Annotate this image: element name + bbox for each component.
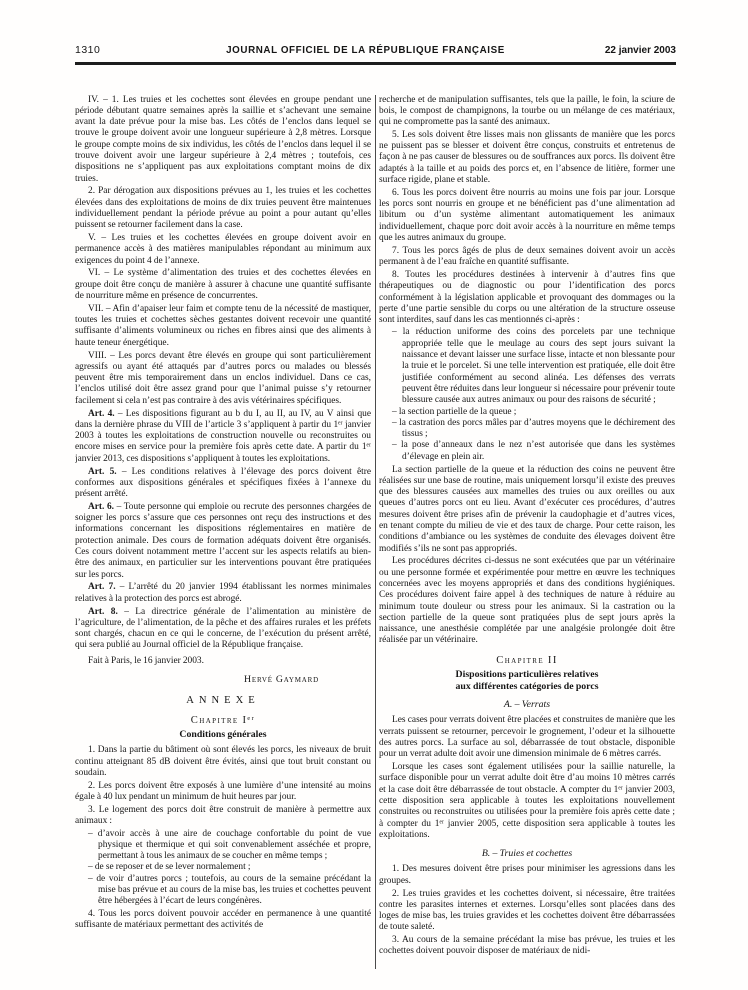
paragraph: 1. Dans la partie du bâtiment où sont élevés les porcs, les niveaux de bruit continu atteignant 85 dB doivent être évités, ainsi que tout bruit constant ou soudain. (75, 745, 371, 779)
paragraph: 8. Toutes les procédures destinées à intervenir à d’autres fins que thérapeutiques ou de diagnostic ou pour l’identification des porcs conformément à la législation applicable et provoquant des dommages ou la perte d’une partie sensible du corps ou une altération de la structure osseuse sont interdites, sauf dans les cas mentionnés ci-après : (379, 269, 675, 326)
header-rule (75, 62, 676, 65)
heading-line: aux différentes catégories de porcs (455, 680, 599, 692)
heading-italic: B. – Truies et cochettes (481, 848, 573, 860)
paragraph: Art. 8. – La directrice générale de l’alimentation au ministère de l’agriculture, de l’alimentation, de la pêche et des affaires rurales et les préfets sont chargés, chacun en ce qui le concerne, de l’exécution du présent arrêté, qui sera publié au Journal officiel de la République française. (75, 606, 371, 651)
paragraph: recherche et de manipulation suffisantes, tels que la paille, le foin, la sciure de bois, le compost de champignons, la tourbe ou un mélange de ces matériaux, qui ne compromette pas la santé des animaux. (379, 94, 675, 128)
journal-title: JOURNAL OFFICIEL DE LA RÉPUBLIQUE FRANÇAISE (226, 45, 505, 56)
signature-name: Hervé Gaymard (244, 674, 319, 686)
paragraph: Les procédures décrites ci-dessus ne sont exécutées que par un vétérinaire ou une personne formée et expérimentée pour mettre en œuvre les techniques concernées avec les moyens appropriés et dans des conditions hygiéniques. Ces procédures doivent faire appel à des techniques de nature à réduire au minimum toute douleur ou stress pour les animaux. Si la castration ou la section partielle de la queue sont pratiquées plus de sept jours après la naissance, une anesthésie complétée par une analgésie prolongée doit être réalisée par un vétérinaire. (379, 556, 675, 646)
dash-list-item: – la section partielle de la queue ; (392, 406, 517, 417)
heading-italic: A. – Verrats (503, 699, 551, 711)
paragraph: VI. – Le système d’alimentation des truies et des cochettes élevées en groupe doit être conçu de manière à assurer à chacune une quantité suffisante de nourriture même en présence de concurrentes. (75, 268, 371, 302)
paragraph: 4. Tous les porcs doivent pouvoir accéder en permanence à une quantité suffisante de matériaux permettant des activités de (75, 909, 371, 931)
paragraph: 3. Au cours de la semaine précédant la mise bas prévue, les truies et les cochettes doivent pouvoir disposer de matériaux de nidi- (379, 935, 675, 957)
article-label: Art. 5. (88, 466, 122, 477)
article-label: Art. 8. (88, 606, 125, 617)
paragraph: 2. Par dérogation aux dispositions prévues au 1, les truies et les cochettes élevées dans des exploitations de moins de dix truies peuvent être maintenues individuellement pendant la période prévue au point a pour autant qu’elles puissent se retourner facilement dans la case. (75, 186, 371, 231)
paragraph: 1. Des mesures doivent être prises pour minimiser les agressions dans les groupes. (379, 864, 675, 886)
heading-line: Dispositions particulières relatives (455, 669, 599, 681)
paragraph: V. – Les truies et les cochettes élevées en groupe doivent avoir en permanence accès à des matières manipulables répondant au minimum aux exigences du point 4 de l’annexe. (75, 233, 371, 266)
paragraph: VIII. – Les porcs devant être élevés en groupe qui sont particulièrement agressifs ou ayant été attaqués par d’autres porcs ou malades ou blessés peuvent être mis temporairement dans un enclos individuel. Dans ce cas, l’enclos utilisé doit être assez grand pour que l’animal puisse s’y retourner facilement si cela n’est pas contraire à des avis vétérinaires spécifiques. (75, 350, 371, 406)
paragraph: Lorsque les cases sont également utilisées pour la saillie naturelle, la surface disponible pour un verrat adulte doit être d’au moins 10 mètres carrés et la case doit être débarrassée de tout obstacle. A compter du 1ᵉʳ janvier 2003, cette disposition sera applicable à toutes les exploitations nouvellement construites ou reconstruites ou utilisées pour la première fois après cette date ; à compter du 1ᵉʳ janvier 2005, cette disposition sera applicable à toutes les exploitations. (379, 762, 675, 840)
paragraph: 6. Tous les porcs doivent être nourris au moins une fois par jour. Lorsque les porcs sont nourris en groupe et ne bénéficient pas d’une alimentation ad libitum ou d’un système alimentant automatiquement les animaux individuellement, chaque porc doit avoir accès à la nourriture en même temps que les autres animaux du groupe. (379, 187, 675, 244)
heading-bold (379, 669, 675, 692)
paragraph: 3. Le logement des porcs doit être construit de manière à permettre aux animaux : (75, 804, 371, 827)
dash-list-item: – de se reposer et de se lever normalement ; (88, 862, 251, 873)
paragraph: 7. Tous les porcs âgés de plus de deux semaines doivent avoir un accès permanent à de l’eau fraîche en quantité suffisante. (379, 245, 675, 268)
right-column (379, 93, 675, 975)
dash-list-item: – la réduction uniforme des coins des porcelets par une technique appropriée telle que le meulage au cours des sept jours suivant la naissance et devant laisser une surface lisse, intacte et non blessante pour la truie et le porcelet. Si une telle intervention est pratiquée, elle doit être justifiée conformément au second alinéa. Les défenses des verrats peuvent être réduites dans leur longueur si nécessaire pour prévenir toute blessure causée aux autres animaux ou pour des raisons de sécurité ; (392, 327, 675, 406)
paragraph: IV. – 1. Les truies et les cochettes sont élevées en groupe pendant une période débutant quatre semaines après la saillie et s’achevant une semaine avant la date prévue pour la mise bas. Les côtés de l’enclos dans lequel se trouve le groupe doivent avoir une longueur supérieure à 2,8 mètres. Lorsque le groupe compte moins de six individus, les côtés de l’enclos dans lequel il se trouve doivent avoir une largeur supérieure à 2,4 mètres ; toutefois, ces dispositions ne s’appliquent pas aux exploitations comptant moins de dix truies. (75, 94, 371, 184)
dash-list-item: – de voir d’autres porcs ; toutefois, au cours de la semaine précédant la mise bas prévue et au cours de la mise bas, les truies et cochettes peuvent être hébergées à l’écart de leurs congénères. (88, 873, 371, 907)
dash-list-item: – la pose d’anneaux dans le nez n’est autorisée que dans les systèmes d’élevage en plein air. (392, 440, 675, 462)
column-divider-rule (375, 95, 376, 969)
text-columns (75, 93, 676, 975)
dash-list (75, 829, 371, 908)
issue-date: 22 janvier 2003 (604, 45, 676, 56)
paragraph: 2. Les porcs doivent être exposés à une lumière d’une intensité au moins égale à 40 lux pendant un minimum de huit heures par jour. (75, 780, 371, 803)
paragraph: La section partielle de la queue et la réduction des coins ne peuvent être réalisées sur une base de routine, mais uniquement lorsqu’il existe des preuves que des blessures causées aux mamelles des truies ou aux oreilles ou aux queues d’autres porcs ont eu lieu. Avant d’exécuter ces procédures, d’autres mesures doivent être prises afin de prévenir la caudophagie et d’autres vices, en tenant compte du milieu de vie et des taux de charge. Pour cette raison, les conditions d’ambiance ou les systèmes de conduite des élevages doivent être modifiés s’ils ne sont pas appropriés. (379, 464, 675, 554)
article-label: Art. 7. (88, 582, 120, 593)
dash-list-item: – d’avoir accès à une aire de couchage confortable du point de vue physique et thermique et qui soit convenablement asséchée et propre, permettant à tous les animaux de se coucher en même temps ; (88, 828, 371, 862)
heading-chapitre: Chapitre II (496, 654, 558, 666)
heading-annexe: ANNEXE (186, 695, 260, 707)
page-header (75, 44, 676, 56)
paragraph: Les cases pour verrats doivent être placées et construites de manière que les verrats puissent se retourner, percevoir le grognement, l’odeur et la silhouette des autres porcs. La surface au sol, débarrassée de tout obstacle, disponible pour un verrat adulte doit avoir une dimension minimale de 6 mètres carrés. (379, 715, 675, 760)
left-column (75, 93, 371, 975)
paragraph: Art. 7. – L’arrêté du 20 janvier 1994 établissant les normes minimales relatives à la protection des porcs est abrogé. (75, 582, 371, 604)
paragraph: Art. 6. – Toute personne qui emploie ou recrute des personnes chargées de soigner les porcs s’assure que ces personnes ont reçu des instructions et des informations concernant les dispositions réglementaires en matière de protection animale. Des cours de formation adéquats doivent être organisés. Ces cours doivent notamment mettre l’accent sur les aspects relatifs au bien-être des animaux, en particulier sur les interventions pouvant être pratiquées sur les porcs. (75, 501, 371, 580)
dash-list-item: – la castration des porcs mâles par d’autres moyens que le déchirement des tissus ; (392, 417, 675, 440)
article-label: Art. 4. (88, 408, 118, 419)
dash-list (379, 327, 675, 463)
article-label: Art. 6. (88, 501, 117, 512)
paragraph: Art. 4. – Les dispositions figurant au b du I, au II, au IV, au V ainsi que dans la dernière phrase du VIII de l’article 3 s’appliquent à partir du 1ᵉʳ janvier 2003 à toutes les exploitations de construction nouvelle ou reconstruites ou encore mises en service pour la première fois après cette date. A partir du 1ᵉʳ janvier 2013, ces dispositions s’appliquent à toutes les exploitations. (75, 408, 371, 464)
page-number: 1310 (75, 44, 101, 56)
paragraph: 2. Les truies gravides et les cochettes doivent, si nécessaire, être traitées contre les parasites internes et externes. Lorsqu’elles sont placées dans des loges de mise bas, les truies gravides et les cochettes doivent être débarrassées de toute saleté. (379, 888, 675, 933)
heading-bold: Conditions générales (179, 728, 267, 740)
paragraph: Art. 5. – Les conditions relatives à l’élevage des porcs doivent être conformes aux dispositions générales et spécifiques fixées à l’annexe du présent arrêté. (75, 466, 371, 500)
heading-chapitre: Chapitre Iᵉʳ (190, 714, 256, 726)
paragraph: Fait à Paris, le 16 janvier 2003. (88, 655, 204, 666)
paragraph: 5. Les sols doivent être lisses mais non glissants de manière que les porcs ne puissent pas se blesser et doivent être conçus, construits et entretenus de façon à ne pas causer de blessures ou de souffrances aux porcs. Ils doivent être adaptés à la taille et au poids des porcs et, en l’absence de litière, former une surface rigide, plane et stable. (379, 129, 675, 186)
paragraph: VII. – Afin d’apaiser leur faim et compte tenu de la nécessité de mastiquer, toutes les truies et cochettes sèches gestantes doivent recevoir une quantité suffisante d’aliments volumineux ou riches en fibres ainsi que des aliments à haute teneur énergétique. (75, 303, 371, 348)
